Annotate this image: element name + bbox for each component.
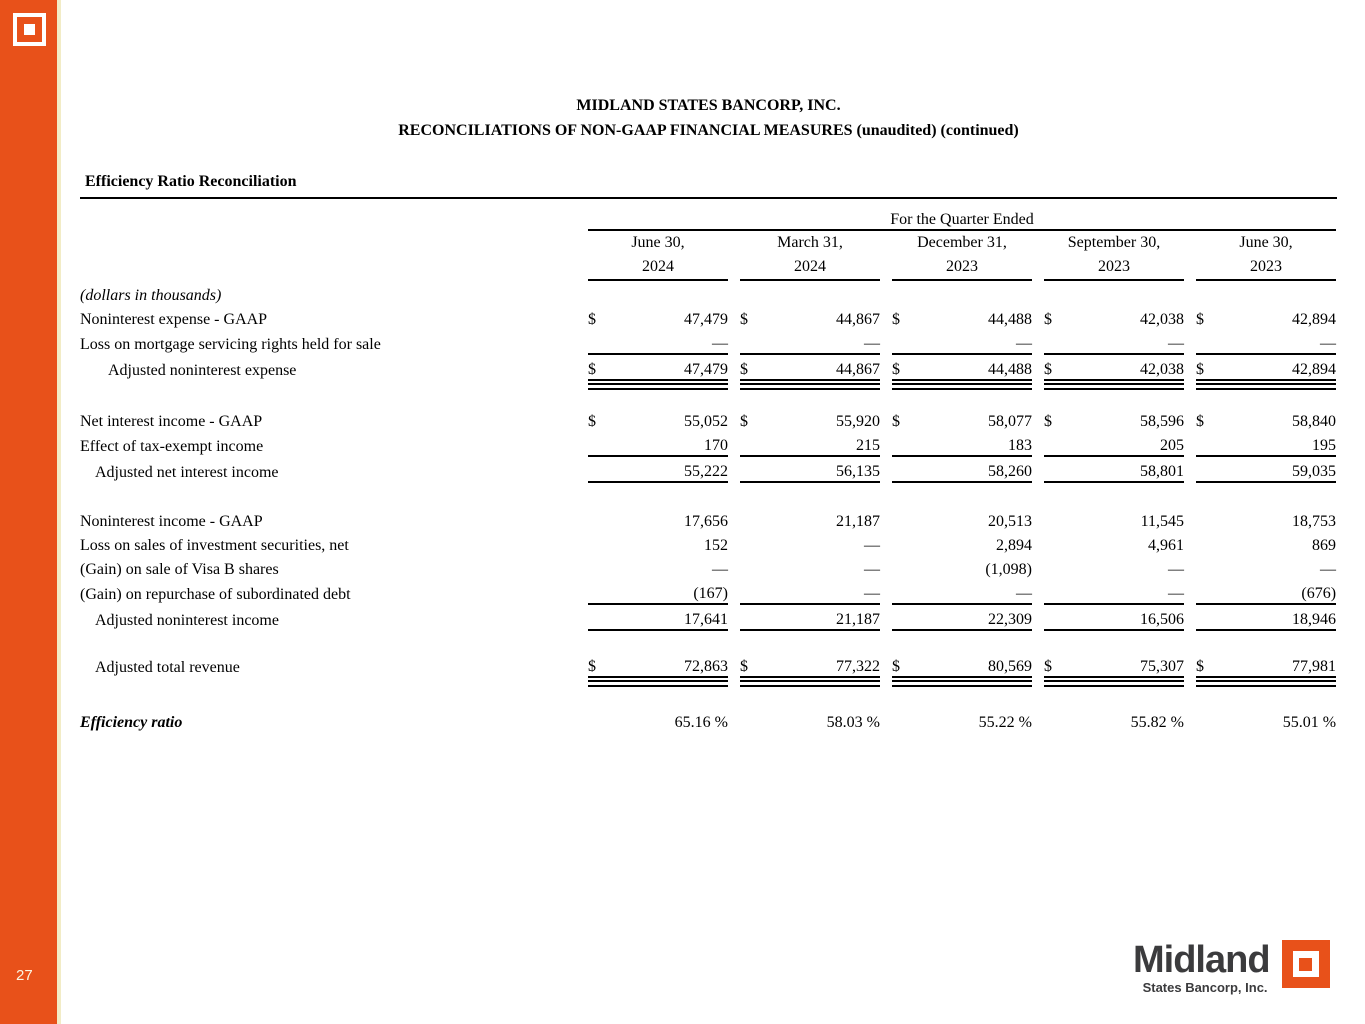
double-rule-cell	[1196, 677, 1336, 687]
row-label: (Gain) on sale of Visa B shares	[80, 561, 279, 578]
table-row	[80, 407, 1336, 431]
table-row	[80, 305, 1336, 329]
dollar-sign-cell	[892, 531, 918, 555]
value-cell: 20,513	[988, 513, 1032, 530]
value-cell: 55,052	[684, 413, 728, 430]
double-rule-cell	[892, 677, 1032, 687]
dollar-sign-cell	[1044, 604, 1070, 630]
double-rule-line	[892, 383, 1032, 390]
dollar-sign-cell: $	[588, 354, 614, 380]
value-cell: 16,506	[1070, 604, 1184, 630]
brand-logo-text	[1133, 938, 1270, 995]
dollar-sign-cell: $	[1196, 652, 1222, 677]
double-rule-cell	[1044, 380, 1184, 390]
value-cell: —	[614, 329, 728, 354]
dollar-sign-cell	[588, 329, 614, 354]
dollar-sign-cell	[892, 456, 918, 482]
dollar-sign-cell	[588, 604, 614, 630]
column-header	[1196, 230, 1336, 280]
double-rule-cell	[588, 677, 728, 687]
double-rule-line	[1196, 383, 1336, 390]
column-header-line2: 2024	[794, 258, 826, 275]
dollar-sign-cell	[892, 507, 918, 531]
value-cell: 58,596	[1140, 413, 1184, 430]
row-label: Adjusted total revenue	[95, 659, 240, 676]
value-cell: 42,038	[1140, 311, 1184, 328]
value-cell: 21,187	[836, 513, 880, 530]
dollar-sign-cell	[1044, 507, 1070, 531]
dollar-sign-cell	[892, 280, 918, 305]
dollar-sign-cell	[1196, 708, 1222, 732]
column-header-row	[80, 230, 1336, 280]
brand-logo	[1133, 938, 1330, 995]
value-cell: —	[864, 561, 880, 578]
dollar-sign-cell	[740, 604, 766, 630]
column-header-line2: 2023	[1098, 258, 1130, 275]
dollar-sign-cell: $	[1196, 354, 1222, 380]
value-cell: —	[918, 579, 1032, 604]
row-label: Loss on mortgage servicing rights held for sale	[80, 336, 381, 353]
dollar-sign-cell	[1044, 456, 1070, 482]
double-rule-row	[80, 677, 1336, 687]
dollar-sign-cell: $	[1196, 413, 1204, 430]
dollar-sign-cell: $	[892, 311, 900, 328]
value-cell: 42,038	[1070, 354, 1184, 380]
dollar-sign-cell: $	[892, 354, 918, 380]
value-cell: 4,961	[1148, 537, 1184, 554]
column-header	[1044, 230, 1184, 280]
table-row	[80, 329, 1336, 354]
dollar-sign-cell	[892, 431, 918, 456]
dollar-sign-cell	[740, 555, 766, 579]
value-cell	[1070, 280, 1184, 305]
section-heading: Efficiency Ratio Reconciliation	[80, 173, 1337, 199]
value-cell: 58,260	[918, 456, 1032, 482]
dollar-sign-cell	[588, 431, 614, 456]
dollar-sign-cell	[740, 329, 766, 354]
brand-logo-square-core-icon	[1299, 958, 1312, 971]
double-rule-line	[1196, 680, 1336, 687]
value-cell: 42,894	[1222, 354, 1336, 380]
dollar-sign-cell	[1044, 531, 1070, 555]
spacer-row	[80, 482, 1336, 507]
double-rule-cell	[740, 380, 880, 390]
document-title-block	[80, 93, 1337, 143]
value-cell: 17,656	[684, 513, 728, 530]
column-header-line1: March 31,	[777, 234, 843, 251]
value-cell: 42,894	[1292, 311, 1337, 328]
table-row	[80, 431, 1336, 456]
value-cell: 58,840	[1292, 413, 1337, 430]
dollar-sign-cell	[588, 280, 614, 305]
value-cell: 65.16 %	[674, 714, 728, 731]
double-rule-cell	[1196, 380, 1336, 390]
dollar-sign-cell: $	[740, 311, 748, 328]
value-cell: 77,322	[766, 652, 880, 677]
brand-logo-square-icon	[1282, 940, 1330, 988]
value-cell: 55.82 %	[1130, 714, 1184, 731]
brand-name: Midland	[1133, 939, 1270, 981]
value-cell: —	[1168, 561, 1184, 578]
document-subtitle: RECONCILIATIONS OF NON-GAAP FINANCIAL MEASURES (unaudited) (continued)	[398, 122, 1019, 139]
column-header-line2: 2023	[1250, 258, 1282, 275]
dollar-sign-cell	[740, 579, 766, 604]
column-header	[588, 230, 728, 280]
dollar-sign-cell	[588, 507, 614, 531]
double-rule-cell	[1044, 677, 1184, 687]
value-cell: 59,035	[1222, 456, 1336, 482]
dollar-sign-cell: $	[892, 652, 918, 677]
spacer-row	[80, 687, 1336, 708]
value-cell: —	[918, 329, 1032, 354]
value-cell: —	[864, 537, 880, 554]
table-row	[80, 555, 1336, 579]
dollar-sign-cell	[740, 431, 766, 456]
double-rule-line	[892, 680, 1032, 687]
value-cell: 80,569	[918, 652, 1032, 677]
table-row	[80, 579, 1336, 604]
dollar-sign-cell	[1044, 280, 1070, 305]
dollar-sign-cell: $	[588, 652, 614, 677]
double-rule-cell	[588, 380, 728, 390]
dollar-sign-cell	[588, 555, 614, 579]
table-row	[80, 280, 1336, 305]
double-rule-row	[80, 380, 1336, 390]
double-rule-cell	[740, 677, 880, 687]
column-header	[892, 230, 1032, 280]
value-cell: 869	[1312, 537, 1337, 554]
value-cell: —	[712, 561, 728, 578]
value-cell: —	[1320, 561, 1337, 578]
double-rule-line	[740, 680, 880, 687]
document-title: MIDLAND STATES BANCORP, INC.	[576, 97, 841, 114]
value-cell: 183	[918, 431, 1032, 456]
page-number: 27	[16, 967, 33, 984]
dollar-sign-cell	[1044, 555, 1070, 579]
double-rule-cell	[892, 380, 1032, 390]
value-cell: 72,863	[614, 652, 728, 677]
row-label: Noninterest income - GAAP	[80, 513, 263, 530]
spacer-row	[80, 390, 1336, 407]
value-cell: 11,545	[1140, 513, 1184, 530]
dollar-sign-cell: $	[1196, 311, 1204, 328]
row-label: Adjusted noninterest income	[95, 612, 279, 629]
column-header-line2: 2024	[642, 258, 674, 275]
value-cell: (676)	[1222, 579, 1336, 604]
dollar-sign-cell	[1196, 456, 1222, 482]
dollar-sign-cell: $	[892, 413, 900, 430]
dollar-sign-cell	[1044, 431, 1070, 456]
value-cell: (167)	[614, 579, 728, 604]
value-cell: 17,641	[614, 604, 728, 630]
value-cell: 55,222	[614, 456, 728, 482]
double-rule-line	[1044, 383, 1184, 390]
dollar-sign-cell	[588, 531, 614, 555]
dollar-sign-cell: $	[1044, 652, 1070, 677]
dollar-sign-cell: $	[740, 354, 766, 380]
row-label: (Gain) on repurchase of subordinated debt	[80, 586, 351, 603]
row-label: Noninterest expense - GAAP	[80, 311, 268, 328]
dollar-sign-cell	[1044, 708, 1070, 732]
brand-subtitle: States Bancorp, Inc.	[1142, 980, 1268, 995]
dollar-sign-cell	[1196, 431, 1222, 456]
value-cell: 58,801	[1070, 456, 1184, 482]
value-cell: 44,867	[836, 311, 880, 328]
dollar-sign-cell	[892, 579, 918, 604]
double-rule-line	[740, 383, 880, 390]
column-header-line2: 2023	[946, 258, 978, 275]
dollar-sign-cell	[892, 555, 918, 579]
row-label: Efficiency ratio	[80, 714, 183, 731]
table-header-row	[80, 205, 1336, 230]
value-cell: 44,488	[988, 311, 1032, 328]
value-cell: 55.01 %	[1282, 714, 1337, 731]
dollar-sign-cell	[1196, 280, 1222, 305]
table-row	[80, 652, 1336, 677]
column-header-line1: June 30,	[1239, 234, 1293, 251]
value-cell	[918, 280, 1032, 305]
dollar-sign-cell	[740, 456, 766, 482]
group-header: For the Quarter Ended	[588, 205, 1336, 230]
value-cell: 77,981	[1222, 652, 1336, 677]
dollar-sign-cell	[740, 507, 766, 531]
dollar-sign-cell	[1044, 579, 1070, 604]
dollar-sign-cell	[1196, 531, 1222, 555]
dollar-sign-cell	[892, 708, 918, 732]
row-label: (dollars in thousands)	[80, 287, 222, 304]
value-cell: 55,920	[836, 413, 880, 430]
value-cell: —	[1070, 329, 1184, 354]
dollar-sign-cell: $	[1044, 311, 1052, 328]
value-cell: 170	[614, 431, 728, 456]
value-cell: 56,135	[766, 456, 880, 482]
value-cell: —	[766, 329, 880, 354]
spacer-row	[80, 630, 1336, 652]
value-cell: 44,488	[918, 354, 1032, 380]
value-cell: —	[1070, 579, 1184, 604]
dollar-sign-cell	[740, 708, 766, 732]
dollar-sign-cell	[588, 456, 614, 482]
row-label: Adjusted noninterest expense	[108, 362, 297, 379]
table-row	[80, 708, 1336, 732]
dollar-sign-cell	[1196, 579, 1222, 604]
value-cell: 215	[766, 431, 880, 456]
dollar-sign-cell: $	[1044, 413, 1052, 430]
column-header-line1: September 30,	[1067, 234, 1161, 251]
brand-logo-square-ring-icon	[1293, 951, 1319, 977]
value-cell: 18,946	[1222, 604, 1336, 630]
efficiency-ratio-table	[80, 205, 1336, 732]
dollar-sign-cell: $	[588, 311, 596, 328]
table-row	[80, 507, 1336, 531]
dollar-sign-cell	[740, 531, 766, 555]
value-cell	[1222, 280, 1336, 305]
dollar-sign-cell: $	[740, 652, 766, 677]
row-label: Net interest income - GAAP	[80, 413, 263, 430]
row-label: Adjusted net interest income	[95, 464, 279, 481]
table-row	[80, 531, 1336, 555]
dollar-sign-cell	[588, 579, 614, 604]
value-cell: 195	[1222, 431, 1336, 456]
dollar-sign-cell: $	[740, 413, 748, 430]
value-cell: 44,867	[766, 354, 880, 380]
double-rule-line	[588, 680, 728, 687]
value-cell: 18,753	[1292, 513, 1337, 530]
dollar-sign-cell	[1044, 329, 1070, 354]
dollar-sign-cell	[588, 708, 614, 732]
dollar-sign-cell	[892, 604, 918, 630]
value-cell: 205	[1070, 431, 1184, 456]
dollar-sign-cell	[892, 329, 918, 354]
value-cell: 2,894	[996, 537, 1032, 554]
value-cell: —	[766, 579, 880, 604]
dollar-sign-cell	[1196, 604, 1222, 630]
column-header	[740, 230, 880, 280]
row-label: Effect of tax-exempt income	[80, 438, 264, 455]
value-cell: 47,479	[684, 311, 728, 328]
value-cell: (1,098)	[985, 561, 1032, 578]
value-cell: —	[1222, 329, 1336, 354]
dollar-sign-cell	[740, 280, 766, 305]
table-row	[80, 354, 1336, 380]
dollar-sign-cell	[1196, 507, 1222, 531]
value-cell: 58.03 %	[826, 714, 880, 731]
value-cell: 47,479	[614, 354, 728, 380]
value-cell	[766, 280, 880, 305]
dollar-sign-cell	[1196, 329, 1222, 354]
table-row	[80, 456, 1336, 482]
value-cell: 58,077	[988, 413, 1032, 430]
value-cell: 21,187	[766, 604, 880, 630]
value-cell: 152	[704, 537, 728, 554]
value-cell: 55.22 %	[978, 714, 1032, 731]
double-rule-line	[1044, 680, 1184, 687]
value-cell	[614, 280, 728, 305]
value-cell: 75,307	[1070, 652, 1184, 677]
column-header-line1: June 30,	[631, 234, 685, 251]
double-rule-line	[588, 383, 728, 390]
column-header-line1: December 31,	[917, 234, 1007, 251]
dollar-sign-cell	[1196, 555, 1222, 579]
value-cell: 22,309	[918, 604, 1032, 630]
table-row	[80, 604, 1336, 630]
dollar-sign-cell: $	[588, 413, 596, 430]
row-label: Loss on sales of investment securities, net	[80, 537, 349, 554]
dollar-sign-cell: $	[1044, 354, 1070, 380]
